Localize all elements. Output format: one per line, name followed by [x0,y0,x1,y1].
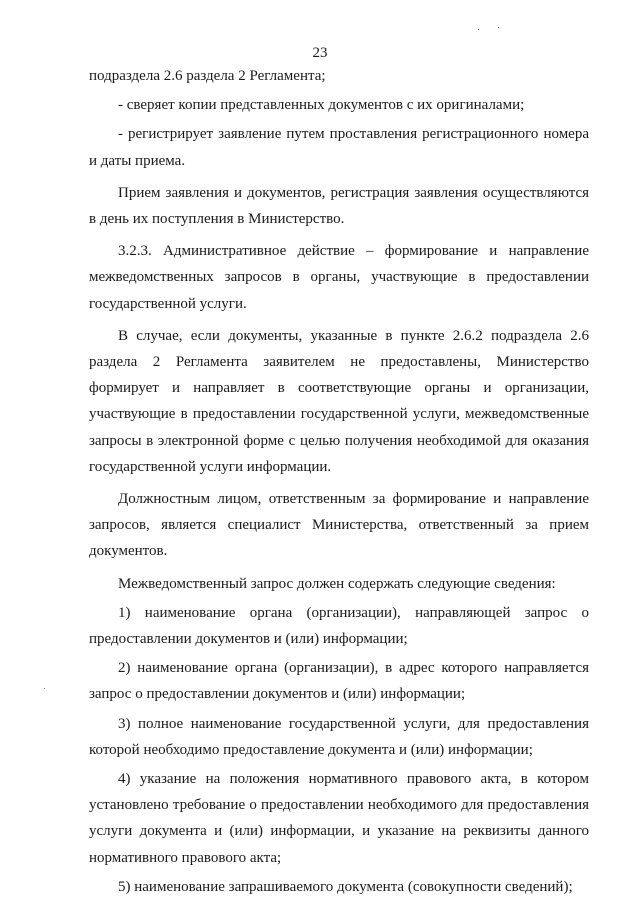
page-number: 23 [312,45,328,61]
document-body [89,63,589,900]
paragraph: Должностным лицом, ответственным за формирование и направление запросов, является специалист Министерства, ответственный за прием документов. [89,491,589,560]
list-item: - регистрирует заявление путем проставления регистрационного номера и даты приема. [89,126,589,169]
list-item: 3) полное наименование государственной услуги, для предоставления которой необходимо предоставление документа и (или) информации; [89,715,589,758]
list-item: 4) указание на положения нормативного правового акта, в котором установлено требование о предоставлении необходимого для предоставления услуги документа и (или) информации, и указание на реквизиты данного нормативного правового акта; [89,771,589,866]
scan-speck [498,27,499,28]
paragraph: Межведомственный запрос должен содержать следующие сведения: [118,575,556,592]
paragraph: подраздела 2.6 раздела 2 Регламента; [89,68,326,84]
paragraph: Прием заявления и документов, регистрация заявления осуществляются в день их поступления в Министерство. [89,184,589,228]
scan-speck [44,688,45,689]
paragraph: В случае, если документы, указанные в пункте 2.6.2 подраздела 2.6 раздела 2 Регламента заявителем не предоставлены, Министерство формирует и направляет в соответствующие органы и организации, участвующие в предоставлении государственной услуги, межведомственные запросы в электронной форме с целью получения необходимой для оказания государственной услуги информации. [89,327,589,475]
list-item: 5) наименование запрашиваемого документа (совокупности сведений); [118,878,573,895]
list-item: - сверяет копии представленных документов с их оригиналами; [118,97,525,114]
section-heading-paragraph: 3.2.3. Административное действие – формирование и направление межведомственных запросов в органы, участвующие в предоставлении государственной услуги. [89,243,589,312]
list-item: 1) наименование органа (организации), направляющей запрос о предоставлении документов и (или) информации; [89,604,589,648]
scan-speck [478,29,479,30]
list-item: 2) наименование органа (организации), в адрес которого направляется запрос о предоставлении документов и (или) информации; [89,660,589,703]
